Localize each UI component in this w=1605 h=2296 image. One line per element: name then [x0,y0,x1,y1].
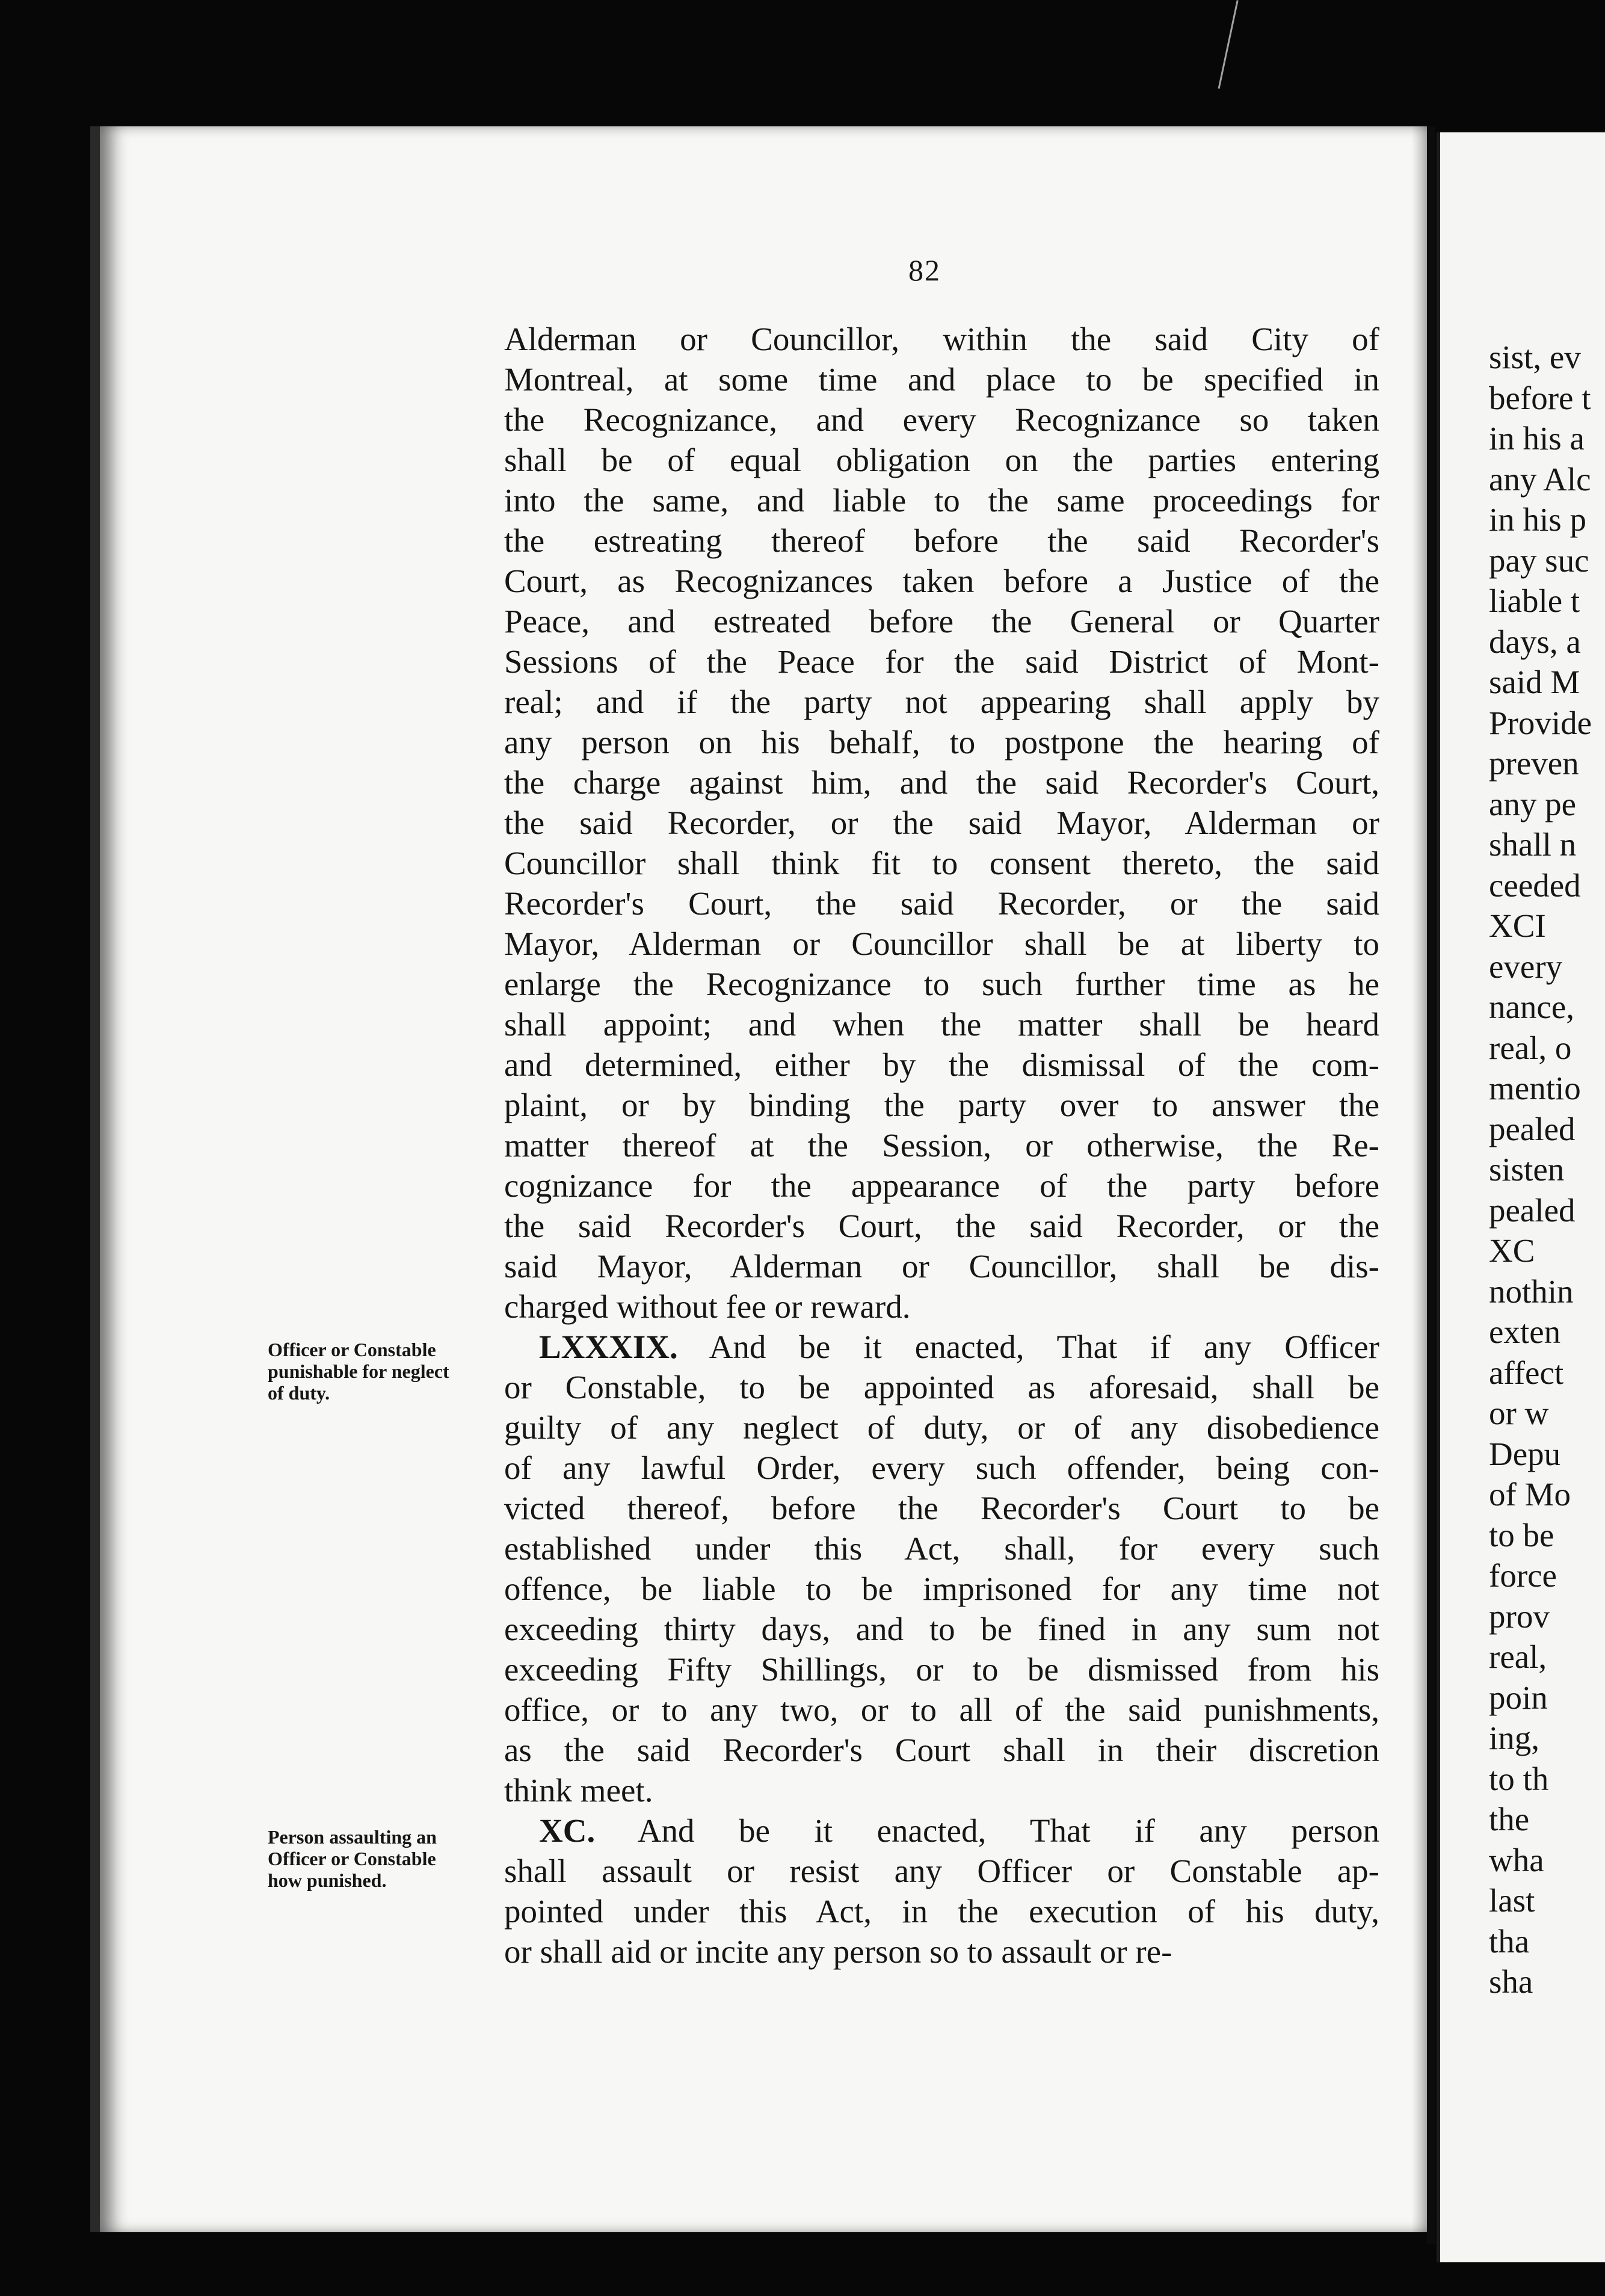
text-line: as the said Recorder's Court shall in their discretion [504,1732,1379,1768]
text-line: said Mayor, Alderman or Councillor, shall be dis- [504,1248,1379,1285]
right-page-fragment: nothin [1489,1273,1574,1310]
text-line: Peace, and estreated before the General or Quarter [504,603,1379,640]
text-line: cognizance for the appearance of the party before [504,1167,1379,1204]
right-page-fragment: tha [1489,1922,1530,1960]
text-line: charged without fee or reward. [504,1288,911,1325]
right-page-fragment: in his a [1489,420,1585,457]
right-page-fragment: any pe [1489,785,1577,822]
text-line: Mayor, Alderman or Councillor shall be at liberty to [504,925,1379,962]
text-line: of any lawful Order, every such offender, being con- [504,1449,1379,1486]
text-line: enlarge the Recognizance to such further time as he [504,966,1379,1002]
right-page-fragment: to th [1489,1760,1549,1797]
section-88-continuation [504,319,1379,1327]
right-page-fragment: wha [1489,1841,1544,1878]
right-page-fragment: pealed [1489,1191,1576,1229]
text-line: the charge against him, and the said Recorder's Court, [504,764,1379,801]
right-page-fragment: before t [1489,379,1591,416]
text-line: shall assault or resist any Officer or Constable ap- [504,1853,1379,1889]
text-line: Sessions of the Peace for the said District of Mont- [504,643,1379,680]
marginal-note-line: Person assaulting an [268,1826,437,1848]
text-line: shall appoint; and when the matter shall be heard [504,1006,1379,1043]
text-line: Alderman or Councillor, within the said City of [504,321,1379,357]
text-line: shall be of equal obligation on the parties entering [504,442,1379,478]
right-page-fragment: said M [1489,664,1580,700]
main-text-column [504,319,1379,1972]
text-line: exceeding Fifty Shillings, or to be dismissed from his [504,1651,1379,1688]
text-line-rest: And be it enacted, That if any Officer [677,1329,1379,1365]
right-page-fragment: poin [1489,1679,1548,1716]
section-89 [504,1327,1379,1810]
scan-scratch-mark [1218,0,1245,90]
marginal-note-line: Officer or Constable [268,1848,436,1869]
right-page-fragment: liable t [1489,582,1580,619]
marginal-note-section-89 [268,1339,508,1404]
text-line: the Recognizance, and every Recognizance so taken [504,401,1379,438]
text-line: or shall aid or incite any person so to assault or re- [504,1933,1172,1970]
right-page-fragment: every [1489,948,1563,985]
right-page-fragment: ing, [1489,1720,1540,1756]
right-page-fragment: Depu [1489,1435,1561,1472]
text-line: Court, as Recognizances taken before a Justice of the [504,563,1379,599]
right-page-fragment: preven [1489,745,1579,782]
marginal-note-section-90 [268,1826,508,1891]
text-line: and determined, either by the dismissal of the com- [504,1046,1379,1083]
right-page-fragment: force [1489,1557,1557,1594]
text-line: matter thereof at the Session, or otherwise, the Re- [504,1127,1379,1164]
text-line [504,1810,1379,1851]
right-page-fragment: XCI [1489,907,1546,944]
text-line: plaint, or by binding the party over to answer the [504,1087,1379,1123]
marginal-note-line: Officer or Constable [268,1339,436,1360]
text-line: Recorder's Court, the said Recorder, or the said [504,885,1379,922]
text-line: office, or to any two, or to all of the said punishments, [504,1691,1379,1728]
right-page-fragment: nance, [1489,989,1574,1025]
right-page-fragment: days, a [1489,623,1581,660]
right-page-fragment: mentio [1489,1070,1581,1106]
marginal-note-line: how punished. [268,1869,387,1891]
right-page-fragment: shall n [1489,826,1577,863]
right-page-fragment: pay suc [1489,542,1589,579]
right-page-fragment: sist, ev [1489,339,1581,375]
text-line: offence, be liable to be imprisoned for any time not [504,1570,1379,1607]
text-line: Councillor shall think fit to consent thereto, the said [504,845,1379,881]
text-line: think meet. [504,1772,653,1809]
marginal-note-line: punishable for neglect [268,1360,449,1382]
text-line: the estreating thereof before the said Recorder's [504,522,1379,559]
text-line [504,1327,1379,1367]
text-line: exceeding thirty days, and to be fined in any sum not [504,1611,1379,1647]
right-page-fragment: real, [1489,1638,1547,1675]
right-page-fragment: XC [1489,1232,1535,1269]
right-page-fragment: last [1489,1882,1535,1919]
right-page-fragment: real, o [1489,1029,1572,1066]
right-page-fragment: any Alc [1489,460,1591,498]
right-page-fragment: the [1489,1801,1530,1838]
text-line: the said Recorder, or the said Mayor, Alderman or [504,804,1379,841]
section-90-label: XC. [539,1812,596,1849]
right-page-fragment: in his p [1489,501,1586,538]
right-page-fragment: exten [1489,1313,1561,1350]
right-page-fragment: ceeded [1489,866,1581,904]
text-line: pointed under this Act, in the execution of his duty, [504,1893,1379,1930]
right-page-fragment: to be [1489,1516,1554,1554]
book-gutter [1427,126,1435,2244]
text-line: established under this Act, shall, for every such [504,1530,1379,1567]
text-line-rest: And be it enacted, That if any person [595,1812,1379,1849]
page-number: 82 [908,253,941,287]
right-page-fragment: Provide [1489,704,1592,741]
right-page-fragment: prov [1489,1597,1550,1635]
right-page-fragments [1489,337,1605,2002]
text-line: the said Recorder's Court, the said Recorder, or the [504,1208,1379,1244]
right-page-fragment: of Mo [1489,1476,1571,1513]
marginal-note-line: of duty. [268,1382,330,1404]
section-90 [504,1810,1379,1972]
text-line: real; and if the party not appearing shall apply by [504,684,1379,720]
text-line: any person on his behalf, to postpone the hearing of [504,724,1379,761]
right-page-fragment: sisten [1489,1151,1565,1188]
text-line: into the same, and liable to the same proceedings for [504,482,1379,519]
right-page-fragment: affect [1489,1354,1564,1391]
section-89-label: LXXXIX. [539,1329,678,1365]
right-page-fragment: sha [1489,1963,1533,2000]
text-line: guilty of any neglect of duty, or of any disobedience [504,1409,1379,1446]
text-line: victed thereof, before the Recorder's Court to be [504,1490,1379,1526]
right-page-fragment: pealed [1489,1110,1576,1147]
right-page-fragment: or w [1489,1395,1549,1431]
text-line: Montreal, at some time and place to be specified in [504,361,1379,398]
text-line: or Constable, to be appointed as aforesaid, shall be [504,1369,1379,1406]
